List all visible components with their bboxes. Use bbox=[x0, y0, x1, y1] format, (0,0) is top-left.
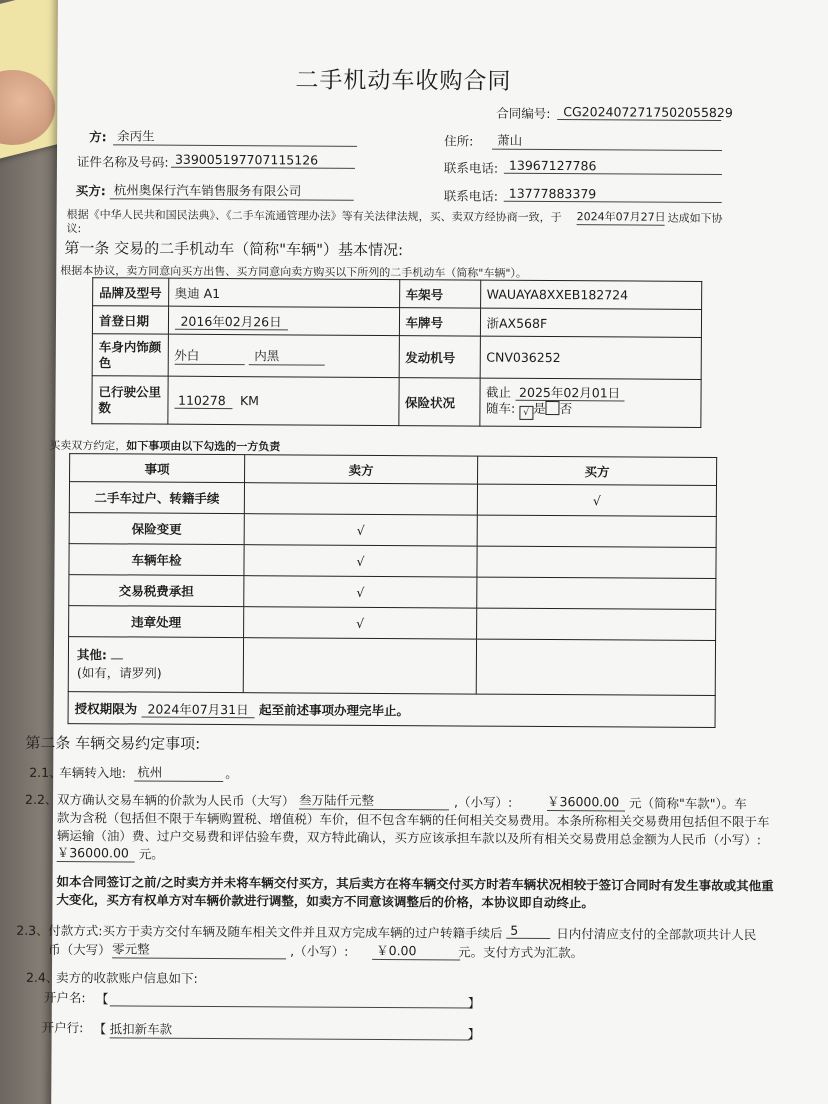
duty-item: 交易税费承担 bbox=[69, 575, 244, 607]
duty-buyer-check[interactable]: √ bbox=[477, 484, 716, 516]
clause-2-2-line-2: 款为含税（包括但不限于车辆购置税、增值税）车价，但不包含车辆的任何相关交易费用。本条所称相关交易费用包括但不限于车 bbox=[56, 810, 770, 830]
vin-label: 车架号 bbox=[399, 280, 480, 308]
duty-row bbox=[69, 544, 716, 579]
color-label: 车身内饰颜 色 bbox=[92, 334, 168, 376]
reg-date-label: 首登日期 bbox=[92, 306, 168, 334]
reg-date-cell bbox=[168, 306, 399, 335]
contract-number: CG2024072717502055829 bbox=[557, 104, 721, 121]
clause-2-3-line-2c: 元。支付方式为汇款。 bbox=[458, 944, 584, 961]
buyer-label: 买方: bbox=[75, 183, 106, 199]
duty-col-item: 事项 bbox=[70, 454, 245, 483]
clause-2-2-line-3: 辆运输（油）费、过户交易费和评估验车费，双方特此确认，买方应该承担车款以及所有相关交易费用总金额为人民币（小写）: bbox=[56, 828, 762, 848]
vehicle-row-reg bbox=[92, 306, 701, 338]
seller-phone: 13967127786 bbox=[504, 158, 722, 175]
duty-seller-check[interactable]: √ bbox=[244, 545, 477, 577]
buyer-phone-label: 联系电话: bbox=[443, 188, 499, 204]
duty-col-seller: 卖方 bbox=[245, 455, 478, 484]
duty-buyer-check[interactable] bbox=[477, 577, 716, 609]
duty-buyer-check[interactable] bbox=[477, 515, 716, 547]
duty-buyer-check[interactable] bbox=[477, 546, 716, 578]
account-name-value bbox=[110, 990, 470, 1008]
duty-other-label: 其他: bbox=[76, 647, 107, 663]
clause-2-2-line-1b: ,（小写）: bbox=[454, 794, 513, 810]
clause-2-2-line-1c: 元（简称"车款"）。车 bbox=[629, 795, 747, 812]
brand-label: 品牌及型号 bbox=[93, 278, 169, 306]
bank-label: 开户行: bbox=[41, 1019, 84, 1036]
duty-intro: 买卖双方约定，如下事项由以下勾选的一方负责 bbox=[49, 438, 281, 454]
engine-label: 发动机号 bbox=[399, 336, 480, 378]
duty-row bbox=[69, 482, 716, 517]
duty-other-cell bbox=[68, 637, 243, 693]
color-cell bbox=[168, 334, 399, 377]
duty-seller-check[interactable]: √ bbox=[244, 514, 477, 546]
duty-other-seller bbox=[243, 638, 476, 694]
destination-city: 杭州 bbox=[134, 762, 223, 782]
clause-2-4-number: 2.4、 bbox=[25, 969, 59, 986]
duty-row bbox=[69, 575, 716, 610]
price-amount-chinese: 叁万陆仟元整 bbox=[299, 790, 449, 810]
duty-row bbox=[69, 606, 716, 641]
duty-item: 二手车过户、转籍手续 bbox=[69, 482, 244, 514]
account-name-label: 开户名: bbox=[43, 989, 86, 1006]
duty-item: 车辆年检 bbox=[69, 544, 244, 576]
account-name-bracket-close: 】 bbox=[467, 995, 481, 1011]
duty-table bbox=[68, 453, 718, 728]
bank-value: 抵扣新车款 bbox=[110, 1019, 470, 1040]
price-amount: ￥36000.00 bbox=[547, 792, 625, 811]
mileage-cell bbox=[167, 376, 398, 425]
interior-color: 内黑 bbox=[248, 346, 324, 365]
total-amount: ￥36000.00 bbox=[57, 843, 135, 862]
preamble-text: 根据《中华人民共和国民法典》、《二手车流通管理办法》等有关法律法规，买、卖双方经协商一致，于 bbox=[66, 208, 562, 225]
duty-buyer-check[interactable] bbox=[477, 608, 716, 640]
preamble-text-3: 议: bbox=[66, 222, 82, 236]
vehicle-info-table bbox=[91, 277, 702, 428]
duty-seller-check[interactable] bbox=[244, 483, 477, 515]
clause-2-1-number: 2.1、 bbox=[29, 764, 62, 781]
vehicle-row-mileage bbox=[92, 376, 701, 428]
clause-2-3-line-1a: 付款方式:买方于卖方交付车辆及随车相关文件并且双方完成车辆的过户转籍手续后 bbox=[48, 922, 503, 941]
bold-clause-line-2: 大变化，买方有权单方对车辆价款进行调整，如卖方不同意该调整后的价格，本协议即自动终止。 bbox=[56, 892, 595, 911]
seller-phone-label: 联系电话: bbox=[443, 160, 499, 176]
clause-2-3-number: 2.3、 bbox=[16, 922, 49, 938]
clause-2-2-line-4: 元。 bbox=[138, 846, 164, 862]
clause-2-2-number: 2.2、 bbox=[25, 791, 58, 808]
authorization-cell: 授权期限为 2024年07月31日 起至前述事项办理完毕止。 bbox=[68, 692, 715, 728]
seller-address-label: 住所: bbox=[444, 133, 474, 149]
article-1-intro: 根据本协议，卖方同意向买方出售、买方同意向卖方购买以下所列的二手机动车（简称"车辆"）。 bbox=[60, 264, 527, 280]
vin-value: WAUAYA8XXEB182724 bbox=[480, 280, 702, 309]
reg-date-value: 2016年02月26日 bbox=[174, 313, 287, 330]
duty-other-note: (如有，请罗列) bbox=[76, 665, 162, 681]
article-2-heading: 第二条 车辆交易约定事项: bbox=[25, 733, 201, 753]
clause-2-3-line-2b: ,（小写）: bbox=[290, 943, 349, 959]
clause-2-1-text: 车辆转入地: bbox=[59, 765, 126, 781]
engine-value: CNV036252 bbox=[480, 336, 702, 379]
seller-address: 萧山 bbox=[492, 131, 722, 151]
duty-row bbox=[69, 513, 716, 548]
mileage-unit: KM bbox=[239, 392, 260, 408]
article-1-heading: 第一条 交易的二手机动车（简称"车辆"）基本情况: bbox=[64, 239, 404, 260]
bold-clause-line-1: 如本合同签订之前/之时卖方并未将车辆交付买方，其后卖方在将车辆交付买方时若车辆状况相较于签订合同时有发生事故或其他重 bbox=[56, 874, 774, 894]
insurance-yes-checkbox[interactable]: √ bbox=[519, 406, 533, 420]
preamble-text-2: 达成如下协 bbox=[667, 211, 723, 226]
buyer-name: 杭州奥保行汽车销售服务有限公司 bbox=[110, 180, 354, 200]
clause-2-2-line-1a: 双方确认交易车辆的价款为人民币（大写） bbox=[57, 792, 295, 809]
clause-2-4-text: 卖方的收款账户信息如下: bbox=[55, 970, 198, 986]
brand-value: 奥迪 A1 bbox=[168, 278, 399, 307]
mileage-value: 110278 bbox=[174, 392, 232, 408]
seller-id-number: 339005197707115126 bbox=[171, 152, 355, 169]
duty-seller-check[interactable]: √ bbox=[244, 576, 477, 608]
contract-number-label: 合同编号: bbox=[496, 105, 551, 122]
seller-label: 方: bbox=[89, 129, 107, 145]
duty-row-authorization bbox=[68, 692, 715, 728]
bank-bracket-close: 】 bbox=[467, 1026, 481, 1042]
buyer-phone: 13777883379 bbox=[504, 186, 722, 203]
bank-bracket-open: 【 bbox=[93, 1021, 107, 1037]
duty-seller-check[interactable]: √ bbox=[244, 607, 477, 639]
clause-2-3-line-1b: 日内付清应支付的全部款项共计人民 bbox=[556, 926, 757, 943]
duty-header-row bbox=[70, 454, 717, 486]
plate-label: 车牌号 bbox=[399, 308, 480, 336]
insurance-no-label: 否 bbox=[559, 401, 573, 417]
exterior-color: 外白 bbox=[174, 346, 244, 365]
payment-amount-chinese: 零元整 bbox=[112, 939, 286, 959]
vehicle-row-brand bbox=[93, 278, 702, 310]
duty-item: 保险变更 bbox=[69, 513, 244, 545]
insurance-follow-label: 随车: bbox=[485, 400, 516, 416]
payment-amount: ￥0.00 bbox=[372, 941, 460, 961]
mileage-label: 已行驶公里 数 bbox=[92, 376, 168, 424]
seller-id-label: 证件名称及号码: bbox=[76, 154, 169, 170]
document-title: 二手机动车收购合同 bbox=[295, 67, 512, 95]
insurance-yes-label: 是 bbox=[533, 400, 546, 416]
insurance-cell bbox=[479, 378, 701, 427]
duty-row-other bbox=[68, 637, 715, 696]
contract-paper: 二手机动车收购合同 合同编号: CG2024072717502055829 方: 余丙生 住所: 萧山 证件名称及号码: 339005197707115126 联系电话: 13967127786 买方: 杭州奥保行汽车销售服务有限公司 联系电话: 13777883379 根据《中华人民共和国民法典》、《二手车流通管理办法》等有关法律法规，买、卖双方经协商一致，于 2024年07月27日 达成如下协 议: 第一条 交易的二手机动车（简称"车辆"）基本情况: 根据本协议，卖方同意向买方出售、买方同意向卖方购买以下所列的二手机动车（简称"车辆"）。 品牌及型号 奥迪 A1 车架号 WAUAYA8XXEB182724 首登日期 2016年02月26日 车牌号 浙AX568F 车身内饰颜 色 外白 内黑 发动机号 CNV036252 已行驶公里 数 110278 KM 保险状况 截止 2025年02月01日 随车: √ 是 否 买卖双方约定，如下事项由以下勾选的一方负责 事项 卖方 买方 二手车过户、转籍手续 √ 保险变更 √ 车辆年检 √ 交易税费承担 √ 违章处理 √ 其他: (如有，请罗列) 授权期限为 2024年07月31日 起至前述事项办理完毕止。 第二条 车辆交易约定事项: 2.1、 车辆转入地: 杭州 。 2.2、 双方确认交易车辆的价款为人民币（大写） 叁万陆仟元整 ,（小写）: ￥36000.00 元（简称"车款"）。车 款为含税（包括但不限于车辆购置税、增值税）车价，但不包含车辆的任何相关交易费用。本条所称相关交易费用包括但不限于车 辆运输（油）费、过户交易费和评估验车费，双方特此确认，买方应该承担车款以及所有相关交易费用总金额为人民币（小写）: ￥36000.00 元。 如本合同签订之前/之时卖方并未将车辆交付买方，其后卖方在将车辆交付买方时若车辆状况相较于签订合同时有发生事故或其他重 大变化，买方有权单方对车辆价款进行调整，如卖方不同意该调整后的价格，本协议即自动终止。 2.3、 付款方式:买方于卖方交付车辆及随车相关文件并且双方完成车辆的过户转籍手续后 5 日内付清应支付的全部款项共计人民 币（大写） 零元整 ,（小写）: ￥0.00 元。支付方式为汇款。 2.4、 卖方的收款账户信息如下: 开户名: 【 】 开户行: 【 抵扣新车款 】 bbox=[51, 0, 828, 1104]
insurance-label: 保险状况 bbox=[398, 378, 479, 426]
insurance-no-checkbox[interactable] bbox=[546, 401, 560, 415]
agreement-date: 2024年07月27日 bbox=[576, 210, 666, 224]
payment-days: 5 bbox=[506, 923, 550, 939]
duty-other-buyer bbox=[476, 639, 715, 695]
insurance-date: 2025年02月01日 bbox=[515, 385, 624, 402]
vehicle-row-color bbox=[92, 334, 701, 380]
duty-item: 违章处理 bbox=[69, 606, 244, 638]
authorization-date: 2024年07月31日 bbox=[141, 701, 254, 718]
duty-other-blank bbox=[111, 658, 123, 659]
seller-name: 余丙生 bbox=[113, 126, 357, 146]
account-name-bracket-open: 【 bbox=[95, 991, 109, 1007]
insurance-until-label: 截止 bbox=[486, 384, 512, 400]
plate-value: 浙AX568F bbox=[480, 308, 702, 337]
duty-col-buyer: 买方 bbox=[478, 456, 717, 485]
clause-2-3-line-2a: 币（大写） bbox=[48, 941, 111, 958]
